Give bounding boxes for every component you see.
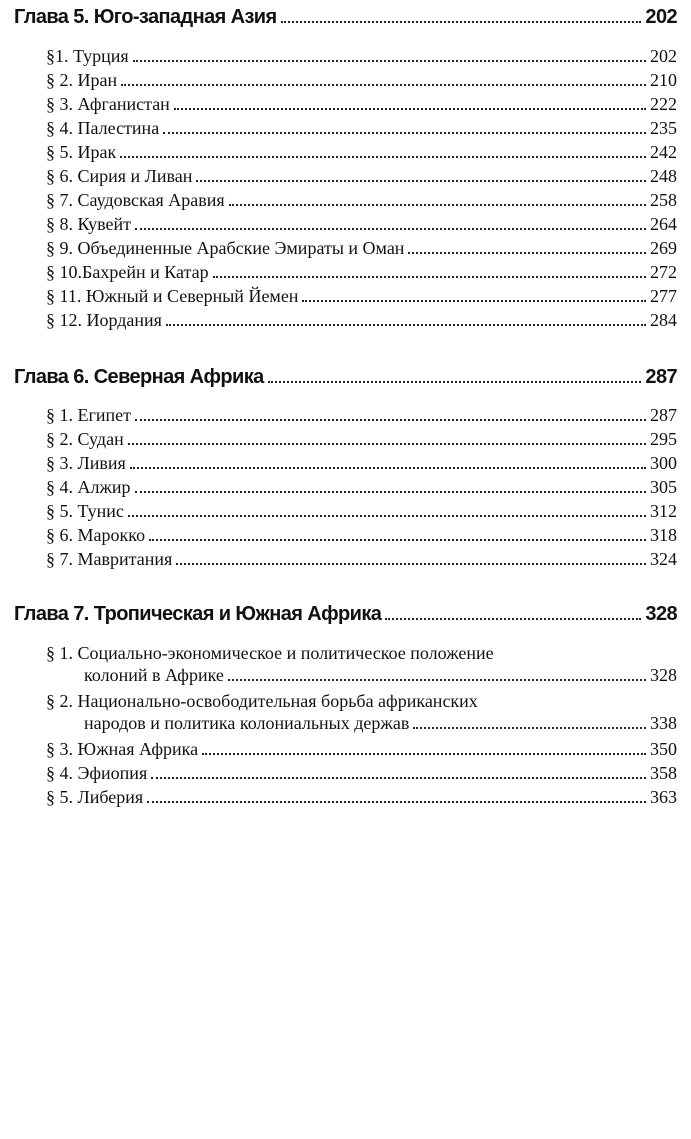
- dot-leader: [151, 776, 646, 779]
- dot-leader: [147, 800, 646, 803]
- toc-entry-label: § 6. Марокко: [46, 525, 146, 545]
- chapter-page-number: 328: [645, 603, 677, 625]
- toc-entry-page: 210: [650, 70, 677, 90]
- toc-entry-page: 284: [650, 310, 677, 330]
- chapter-title: Глава 6. Северная Африка: [14, 366, 264, 388]
- toc-entry-label: § 9. Объединенные Арабские Эмираты и Оман: [46, 238, 405, 258]
- toc-entry: [46, 404, 677, 426]
- dot-leader: [176, 562, 646, 565]
- toc-entry: [46, 524, 677, 546]
- toc-entry: [46, 452, 677, 474]
- dot-leader: [202, 752, 646, 755]
- toc-entry-label: § 5. Тунис: [46, 501, 124, 521]
- toc-entry-label: § 12. Иордания: [46, 310, 162, 330]
- dot-leader: [228, 678, 646, 681]
- toc-entry-continuation: [46, 664, 677, 686]
- dot-leader: [174, 107, 646, 110]
- dot-leader: [213, 275, 646, 278]
- toc-entry: [46, 261, 677, 283]
- toc-entry: [46, 237, 677, 259]
- toc-entry-page: 363: [650, 787, 677, 807]
- dot-leader: [149, 538, 646, 541]
- toc-entry-label: § 2. Иран: [46, 70, 118, 90]
- toc-entry-page: 328: [650, 665, 677, 685]
- toc-entry-label: § 1. Египет: [46, 405, 131, 425]
- toc-entry-page: 318: [650, 525, 677, 545]
- toc-entry-label: § 1. Социально-экономическое и политическое положение: [46, 643, 494, 663]
- toc-entry: [46, 690, 677, 734]
- toc-entry-label: § 3. Ливия: [46, 453, 126, 473]
- chapter-heading: [14, 603, 677, 625]
- toc-entry: [46, 762, 677, 784]
- chapter-title: Глава 7. Тропическая и Южная Африка: [14, 603, 382, 625]
- toc-entry: [46, 428, 677, 450]
- toc-entry-label: § 4. Алжир: [46, 477, 131, 497]
- toc-entry-label: § 10.Бахрейн и Катар: [46, 262, 209, 282]
- toc-entry: [46, 786, 677, 808]
- dot-leader: [408, 251, 646, 254]
- toc-entry-page: 338: [650, 713, 677, 733]
- toc-entry-label: § 2. Национально-освободительная борьба африканских: [46, 691, 478, 711]
- toc-entry-label: § 11. Южный и Северный Йемен: [46, 286, 299, 306]
- chapter-heading: [14, 366, 677, 388]
- toc-entry-label: § 3. Южная Африка: [46, 739, 199, 759]
- toc-entry-label: § 5. Ирак: [46, 142, 117, 162]
- toc-entry-page: 264: [650, 214, 677, 234]
- chapter-page-number: 287: [645, 366, 677, 388]
- dot-leader: [128, 442, 646, 445]
- toc-entry-page: 300: [650, 453, 677, 473]
- toc-entry: [46, 309, 677, 331]
- toc-entry: [46, 285, 677, 307]
- dot-leader: [281, 20, 642, 23]
- toc-entry-label: § 3. Афганистан: [46, 94, 170, 114]
- dot-leader: [166, 323, 646, 326]
- toc-entry: [46, 642, 677, 686]
- chapter-title: Глава 5. Юго-западная Азия: [14, 6, 277, 28]
- toc-entry-page: 235: [650, 118, 677, 138]
- toc-entry-label: § 7. Саудовская Аравия: [46, 190, 225, 210]
- toc-entry: [46, 476, 677, 498]
- toc-entry-page: 222: [650, 94, 677, 114]
- toc-entry-label: § 7. Мавритания: [46, 549, 173, 569]
- dot-leader: [196, 179, 646, 182]
- toc-entry-page: 272: [650, 262, 677, 282]
- toc-entry: [46, 738, 677, 760]
- chapter-page-number: 202: [645, 6, 677, 28]
- dot-leader: [120, 155, 646, 158]
- toc-entry-page: 312: [650, 501, 677, 521]
- toc-entry-page: 242: [650, 142, 677, 162]
- dot-leader: [385, 617, 641, 620]
- dot-leader: [302, 299, 646, 302]
- toc-entry-page: 202: [650, 46, 677, 66]
- toc-entry-label: §1. Турция: [46, 46, 129, 66]
- dot-leader: [133, 59, 646, 62]
- toc-entry-label-line2: народов и политика колониальных держав: [84, 713, 410, 733]
- toc-entry-page: 258: [650, 190, 677, 210]
- toc-entry-page: 287: [650, 405, 677, 425]
- toc-entry: [46, 500, 677, 522]
- toc-entry-label: § 2. Судан: [46, 429, 124, 449]
- dot-leader: [413, 726, 646, 729]
- dot-leader: [163, 131, 646, 134]
- dot-leader: [128, 514, 646, 517]
- toc-entry-label: § 4. Эфиопия: [46, 763, 148, 783]
- dot-leader: [135, 490, 646, 493]
- toc-entry-page: 295: [650, 429, 677, 449]
- toc-entry-label-line2: колоний в Африке: [84, 665, 224, 685]
- toc-entry-page: 305: [650, 477, 677, 497]
- dot-leader: [121, 83, 646, 86]
- toc-entry: [46, 93, 677, 115]
- dot-leader: [229, 203, 646, 206]
- toc-entry-page: 269: [650, 238, 677, 258]
- toc-entry-page: 277: [650, 286, 677, 306]
- toc-entry: [46, 548, 677, 570]
- toc-entry: [46, 141, 677, 163]
- toc-entry: [46, 189, 677, 211]
- toc-entry-continuation: [46, 712, 677, 734]
- toc-entry: [46, 165, 677, 187]
- toc-entry-page: 350: [650, 739, 677, 759]
- toc-entry-page: 248: [650, 166, 677, 186]
- dot-leader: [268, 380, 642, 383]
- toc-entry: [46, 213, 677, 235]
- toc-entry: [46, 45, 677, 67]
- dot-leader: [130, 466, 646, 469]
- dot-leader: [135, 227, 646, 230]
- toc-entry-label: § 8. Кувейт: [46, 214, 132, 234]
- toc-entry-label: § 6. Сирия и Ливан: [46, 166, 193, 186]
- toc-entry-page: 358: [650, 763, 677, 783]
- toc-entry-label: § 4. Палестина: [46, 118, 160, 138]
- toc-entry: [46, 117, 677, 139]
- toc-entry-label: § 5. Либерия: [46, 787, 144, 807]
- chapter-heading: [14, 6, 677, 28]
- dot-leader: [135, 418, 646, 421]
- toc-entry: [46, 69, 677, 91]
- toc-entry-page: 324: [650, 549, 677, 569]
